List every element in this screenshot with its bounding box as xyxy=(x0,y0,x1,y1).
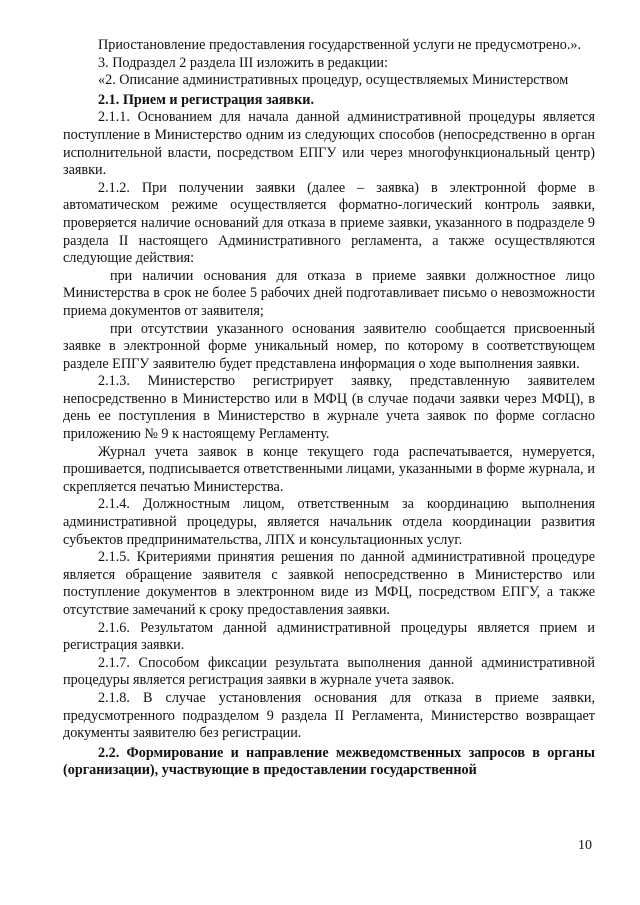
paragraph-refusal-case: при наличии основания для отказа в приеме заявки должностное лицо Министерства в срок не более 5 рабочих дней подготавливает письмо о невозможности приема документов от заявителя; xyxy=(63,267,595,319)
page-number: 10 xyxy=(578,838,592,853)
paragraph-2-1-5: 2.1.5. Критериями принятия решения по данной административной процедуре является обращение заявителя с заявкой непосредственно в Министерство или поступление документов в электронном виде из МФЦ, посредством ЕПГУ, а также отсутствие замечаний к сроку предоставления заявки. xyxy=(63,549,595,618)
paragraph-acceptance-case: при отсутствии указанного основания заявителю сообщается присвоенный заявке в электронной форме уникальный номер, по которому в соответствующем разделе ЕПГУ заявителю будет представлена информация о ходе выполнения заявки. xyxy=(63,320,595,372)
paragraph-2-1-3: 2.1.3. Министерство регистрирует заявку, представленную заявителем непосредственно в Министерство или в МФЦ (в случае подачи заявки через МФЦ), в день ее поступления в Министерство в журнале учета заявок по форме согласно приложению № 9 к настоящему Регламенту. xyxy=(63,373,595,443)
paragraph-2-1-8: 2.1.8. В случае установления основания для отказа в приеме заявки, предусмотренного подразделом 9 раздела II Регламента, Министерство возвращает документы заявителю без регистрации. xyxy=(63,689,595,742)
document-page xyxy=(63,37,595,780)
paragraph-2-1-4: 2.1.4. Должностным лицом, ответственным за координацию выполнения административной процедуры, является начальник отдела координации развития субъектов предпринимательства, ЛПХ и консультационных услуг. xyxy=(63,496,595,548)
paragraph-2-1-7: 2.1.7. Способом фиксации результата выполнения данной административной процедуры является регистрация заявки в журнале учета заявок. xyxy=(63,654,595,689)
paragraph-amendment: 3. Подраздел 2 раздела III изложить в редакции: xyxy=(98,54,388,71)
paragraph-2-1-1: 2.1.1. Основанием для начала данной административной процедуры является поступление в Министерство одним из следующих способов (непосредственно в орган исполнительной власти, посредством ЕПГУ или через многофункциональный центр) заявки. xyxy=(63,109,595,179)
paragraph-journal: Журнал учета заявок в конце текущего года распечатывается, нумеруется, прошивается, подписывается ответственными лицами, указанными в форме журнала, и скрепляется печатью Министерства. xyxy=(63,443,595,495)
paragraph-description-heading: «2. Описание административных процедур, осуществляемых Министерством xyxy=(98,72,569,89)
section-heading-2-1: 2.1. Прием и регистрация заявки. xyxy=(98,91,314,108)
paragraph-2-1-6: 2.1.6. Результатом данной административной процедуры является прием и регистрация заявки. xyxy=(63,619,595,654)
paragraph-2-1-2: 2.1.2. При получении заявки (далее – заявка) в электронной форме в автоматическом режиме осуществляется форматно-логический контроль заявки, проверяется наличие оснований для отказа в приеме заявки, указанного в подразделе 9 раздела II настоящего Административного регламента, а также осуществляются следующие действия: xyxy=(63,179,595,267)
paragraph-suspension: Приостановление предоставления государственной услуги не предусмотрено.». xyxy=(98,37,582,53)
section-heading-2-2: 2.2. Формирование и направление межведомственных запросов в органы (организации), участвующие в предоставлении государственной xyxy=(63,744,595,779)
